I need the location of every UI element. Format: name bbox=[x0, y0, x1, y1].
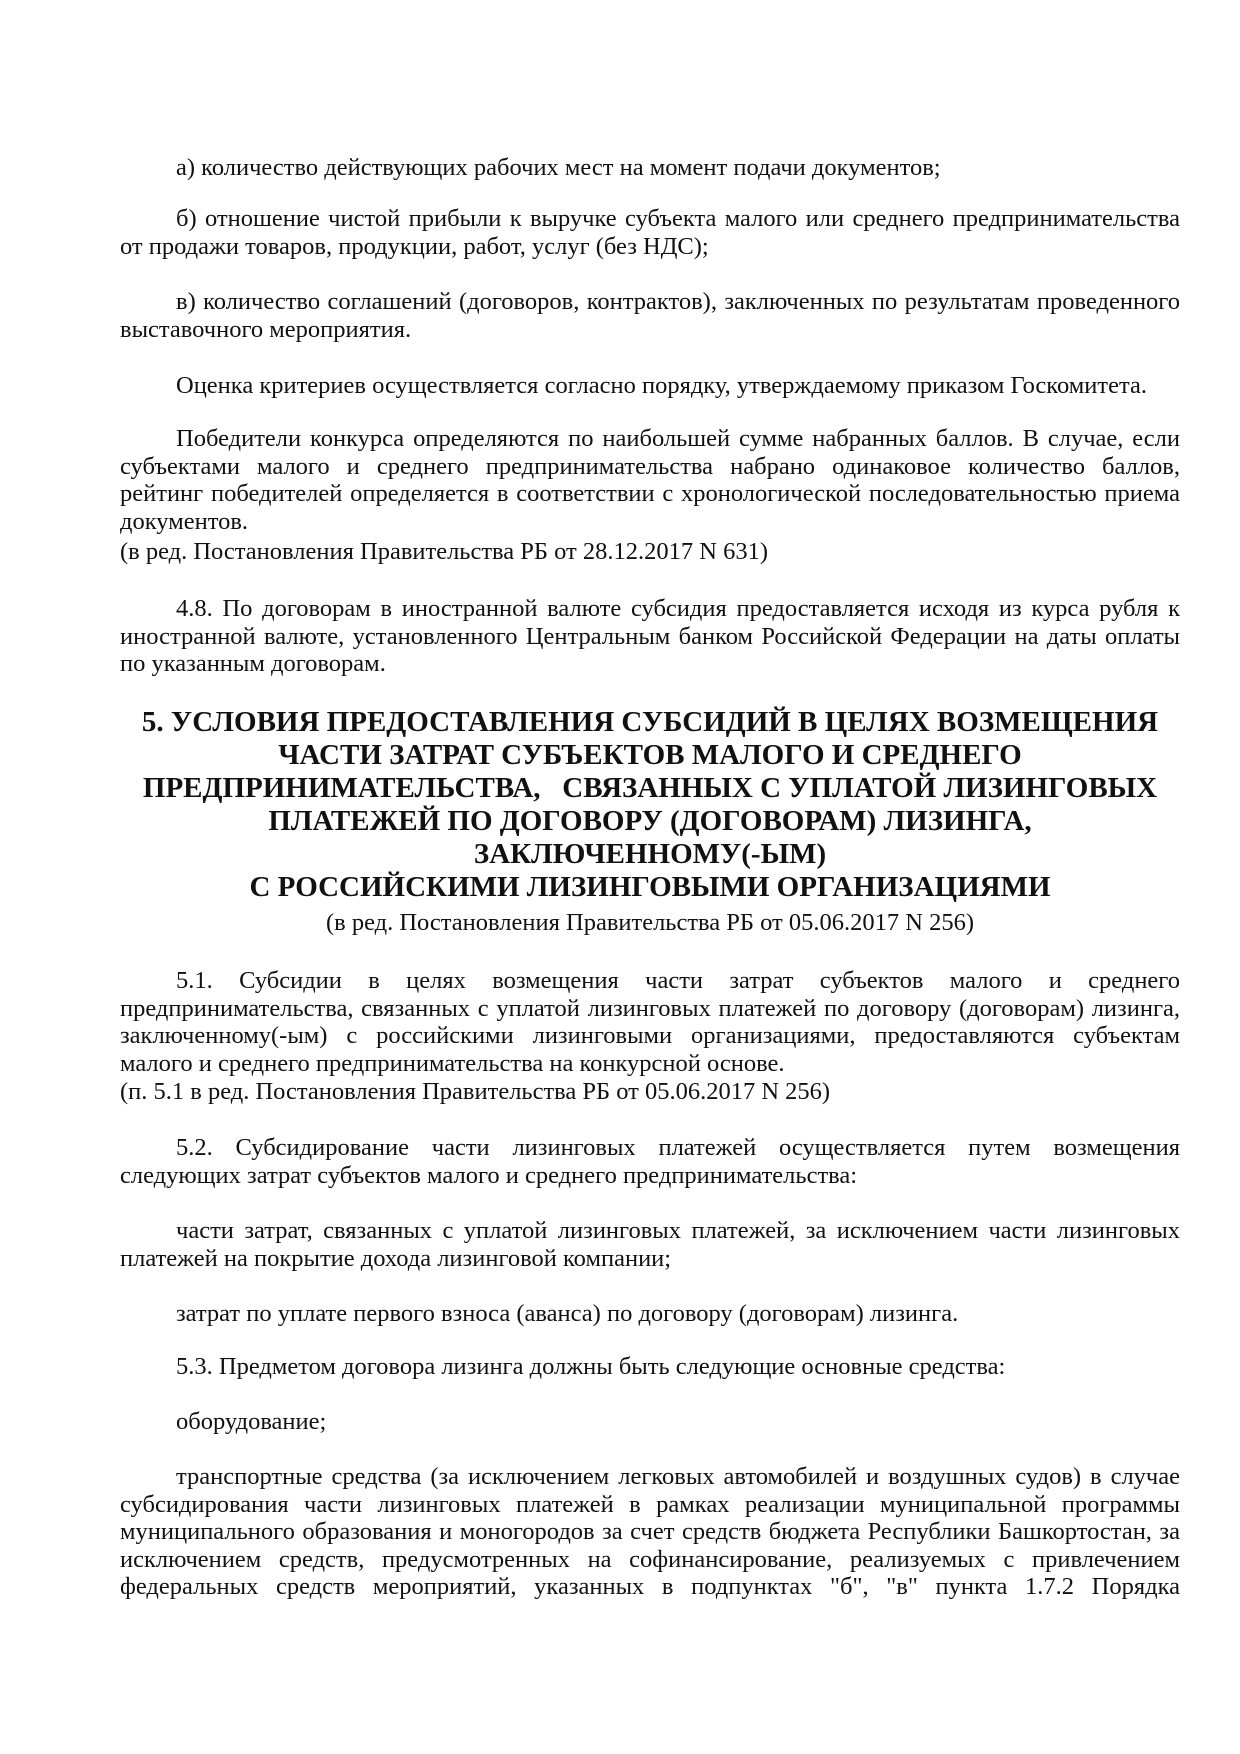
paragraph-leasing-costs: части затрат, связанных с уплатой лизинговых платежей, за исключением части лизинговых платежей на покрытие дохода лизинговой компании; bbox=[120, 1217, 1180, 1272]
paragraph-criterion-a: а) количество действующих рабочих мест на момент подачи документов; bbox=[176, 154, 941, 181]
paragraph-criterion-b: б) отношение чистой прибыли к выручке субъекта малого или среднего предпринимательства от продажи товаров, продукции, работ, услуг (без НДС); bbox=[120, 205, 1180, 260]
title-line: С РОССИЙСКИМИ ЛИЗИНГОВЫМИ ОРГАНИЗАЦИЯМИ bbox=[249, 871, 1051, 903]
paragraph-5-1: 5.1. Субсидии в целях возмещения части затрат субъектов малого и среднего предпринимательства, связанных с уплатой лизинговых платежей по договору (договорам) лизинга, заключенному(-ым) с российскими лизинговыми организациями, предоставляются субъектам малого и среднего предпринимательства на конкурсной основе. bbox=[120, 967, 1180, 1077]
paragraph-equipment: оборудование; bbox=[176, 1408, 327, 1435]
section-5-title bbox=[110, 706, 1190, 904]
title-line: 5. УСЛОВИЯ ПРЕДОСТАВЛЕНИЯ СУБСИДИЙ В ЦЕЛЯХ ВОЗМЕЩЕНИЯ bbox=[141, 706, 1159, 738]
paragraph-vehicles: транспортные средства (за исключением легковых автомобилей и воздушных судов) в случае субсидирования части лизинговых платежей в рамках реализации муниципальной программы муниципального образования и моногородов за счет средств бюджета Республики Башкортостан, за исключением средств, предусмотренных на софинансирование, реализуемых с привлечением федеральных средств мероприятий, указанных в подпунктах "б", "в" пункта 1.7.2 Порядка bbox=[120, 1463, 1180, 1601]
amendment-note-5-1: (п. 5.1 в ред. Постановления Правительства РБ от 05.06.2017 N 256) bbox=[120, 1078, 831, 1105]
paragraph-4-8: 4.8. По договорам в иностранной валюте субсидия предоставляется исходя из курса рубля к иностранной валюте, установленного Центральным банком Российской Федерации на даты оплаты по указанным договорам. bbox=[120, 595, 1180, 678]
paragraph-criterion-v: в) количество соглашений (договоров, контрактов), заключенных по результатам проведенного выставочного мероприятия. bbox=[120, 288, 1180, 343]
paragraph-winners: Победители конкурса определяются по наибольшей сумме набранных баллов. В случае, если субъектами малого и среднего предпринимательства набрано одинаковое количество баллов, рейтинг победителей определяется в соответствии с хронологической последовательностью приема документов. bbox=[120, 425, 1180, 535]
section-5-amendment-note: (в ред. Постановления Правительства РБ от 05.06.2017 N 256) bbox=[326, 909, 974, 936]
title-line: ЗАКЛЮЧЕННОМУ(-ЫМ) bbox=[473, 838, 827, 870]
title-line: ПЛАТЕЖЕЙ ПО ДОГОВОРУ (ДОГОВОРАМ) ЛИЗИНГА, bbox=[268, 805, 1032, 837]
paragraph-first-payment: затрат по уплате первого взноса (аванса) по договору (договорам) лизинга. bbox=[176, 1300, 959, 1327]
paragraph-evaluation: Оценка критериев осуществляется согласно порядку, утверждаемому приказом Госкомитета. bbox=[176, 372, 1147, 399]
title-line: ЧАСТИ ЗАТРАТ СУБЪЕКТОВ МАЛОГО И СРЕДНЕГО bbox=[278, 739, 1022, 771]
amendment-note-631: (в ред. Постановления Правительства РБ от 28.12.2017 N 631) bbox=[120, 538, 768, 565]
paragraph-5-2: 5.2. Субсидирование части лизинговых платежей осуществляется путем возмещения следующих затрат субъектов малого и среднего предпринимательства: bbox=[120, 1134, 1180, 1189]
paragraph-5-3: 5.3. Предметом договора лизинга должны быть следующие основные средства: bbox=[176, 1353, 1006, 1380]
title-line: ПРЕДПРИНИМАТЕЛЬСТВА, СВЯЗАННЫХ С УПЛАТОЙ ЛИЗИНГОВЫХ bbox=[142, 772, 1158, 804]
